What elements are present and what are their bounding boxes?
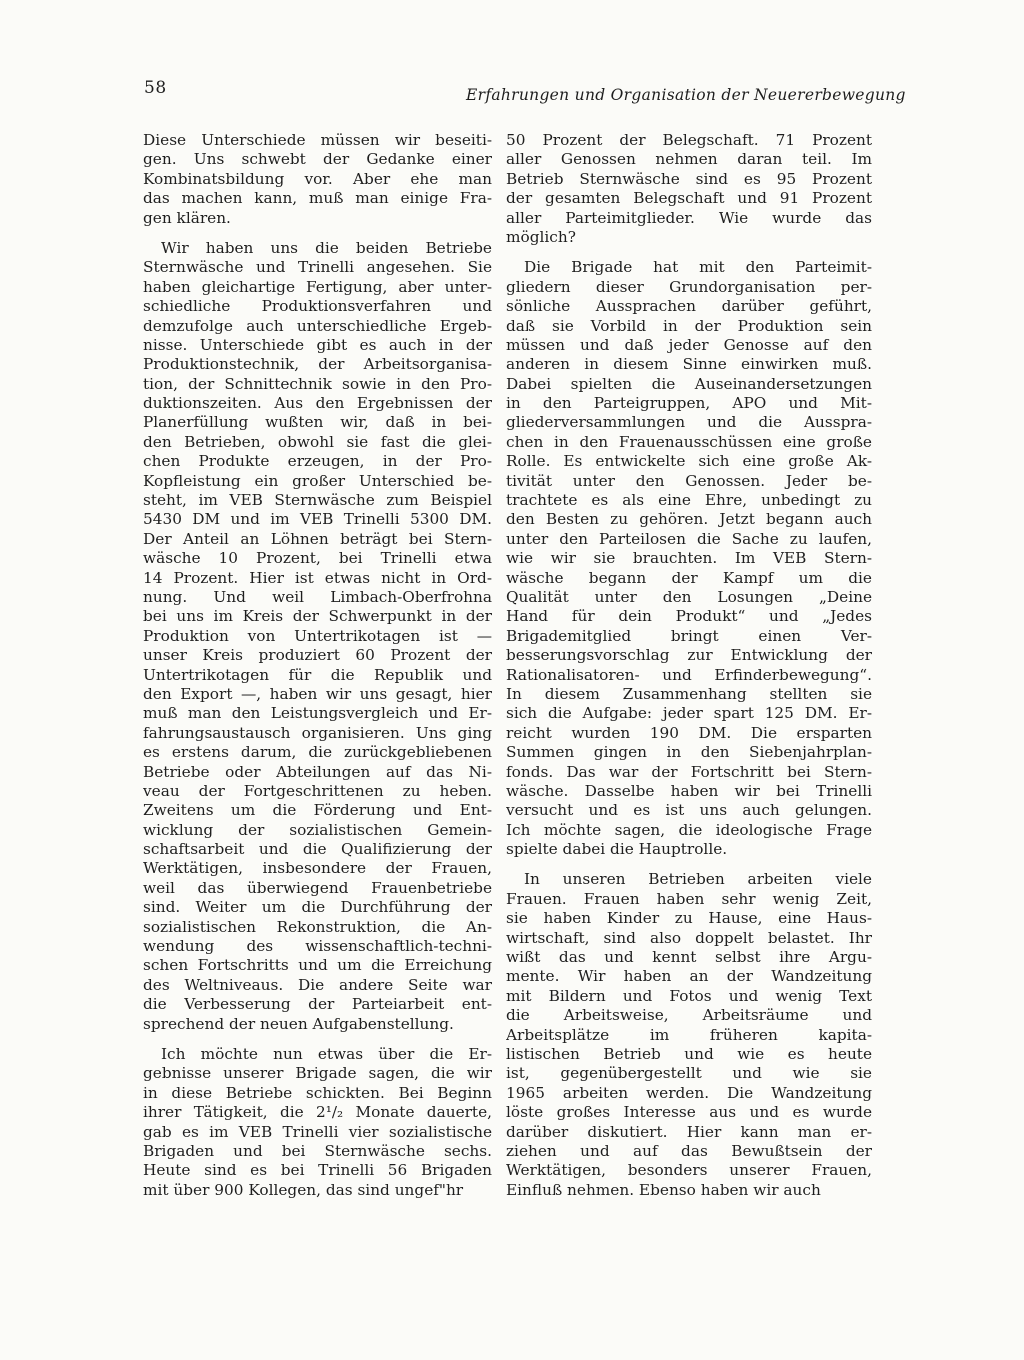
text-line: den Export —, haben wir uns gesagt, hier [143,684,492,703]
text-line: ihrer Tätigkeit, die 2¹/₂ Monate dauerte, [143,1103,492,1122]
text-line: des Weltniveaus. Die andere Seite war [143,975,492,994]
text-line: fonds. Das war der Fortschritt bei Stern- [506,762,872,781]
text-line: 1965 arbeiten werden. Die Wandzeitung [506,1083,872,1102]
text-line: tion, der Schnittechnik sowie in den Pro- [143,374,492,393]
text-line: ist, gegenübergestellt und wie sie [506,1064,872,1083]
text-line: reicht wurden 190 DM. Die ersparten [506,723,872,742]
text-line: nung. Und weil Limbach-Oberfrohna [143,587,492,606]
paragraph [506,870,872,1200]
text-line: Betrieb Sternwäsche sind es 95 Prozent [506,169,872,188]
text-line: schiedliche Produktionsverfahren und [143,297,492,316]
text-line: Hand für dein Produkt“ und „Jedes [506,607,872,626]
text-line: sind. Weiter um die Durchführung der [143,898,492,917]
text-line: schaftsarbeit und die Qualifizierung der [143,840,492,859]
text-line: unser Kreis produziert 60 Prozent der [143,646,492,665]
text-line: mit Bildern und Fotos und wenig Text [506,986,872,1005]
text-line: demzufolge auch unterschiedliche Ergeb- [143,316,492,335]
text-line: sprechend der neuen Aufgabenstellung. [143,1014,454,1033]
text-line: sönliche Aussprachen darüber geführt, [506,297,872,316]
text-line: fahrungsaustausch organisieren. Uns ging [143,723,492,742]
text-line: bei uns im Kreis der Schwerpunkt in der [143,607,492,626]
text-line: Sternwäsche und Trinelli angesehen. Sie [143,258,492,277]
text-line: wäsche 10 Prozent, bei Trinelli etwa [143,549,492,568]
text-line: Summen gingen in den Siebenjahrplan- [506,743,872,762]
text-line: veau der Fortgeschrittenen zu heben. [143,781,492,800]
text-line: Der Anteil an Löhnen beträgt bei Stern- [143,529,492,548]
text-line: schen Fortschritts und um die Erreichung [143,956,492,975]
text-line: In unseren Betrieben arbeiten viele [524,870,872,889]
text-line: die Arbeitsweise, Arbeitsräume und [506,1006,872,1025]
text-line: Heute sind es bei Trinelli 56 Brigaden [143,1161,492,1180]
text-line: den Besten zu gehören. Jetzt begann auch [506,510,872,529]
text-line: Qualität unter den Losungen „Deine [506,587,872,606]
text-line: trachtete es als eine Ehre, unbedingt zu [506,491,872,510]
text-line: Brigaden und bei Sternwäsche sechs. [143,1141,492,1160]
text-line: gebnisse unserer Brigade sagen, die wir [143,1064,492,1083]
text-line: der gesamten Belegschaft und 91 Prozent [506,189,872,208]
running-head: Erfahrungen und Organisation der Neuererbewegung [466,86,906,104]
text-line: Planerfüllung wußten wir, daß in bei- [143,413,492,432]
text-line: Diese Unterschiede müssen wir beseiti- [143,131,492,149]
text-line: Kombinatsbildung vor. Aber ehe man [143,169,492,188]
text-line: Wir haben uns die beiden Betriebe [161,238,492,257]
text-line: Brigademitglied bringt einen Ver- [506,626,872,645]
text-line: das machen kann, muß man einige Fra- [143,189,492,208]
text-line: Frauen. Frauen haben sehr wenig Zeit, [506,889,872,908]
text-line: gab es im VEB Trinelli vier sozialistische [143,1122,492,1141]
text-line: wäsche. Dasselbe haben wir bei Trinelli [506,781,872,800]
text-line: In diesem Zusammenhang stellten sie [506,684,872,703]
text-line: den Betrieben, obwohl sie fast die glei- [143,432,492,451]
text-line: spielte dabei die Hauptrolle. [506,840,728,859]
text-line: chen Produkte erzeugen, in der Pro- [143,452,492,471]
text-line: die Verbesserung der Parteiarbeit ent- [143,995,492,1014]
text-line: sie haben Kinder zu Hause, eine Haus- [506,909,872,928]
text-line: sozialistischen Rekonstruktion, die An- [143,917,492,936]
text-line: müssen und daß jeder Genosse auf den [506,335,872,354]
text-line: gliedern dieser Grundorganisation per- [506,277,872,296]
text-line: wendung des wissenschaftlich-techni- [143,937,492,956]
text-line: Betriebe oder Abteilungen auf das Ni- [143,762,492,781]
paragraph [506,258,872,859]
text-line: in diese Betriebe schickten. Bei Beginn [143,1083,492,1102]
text-line: unter den Parteilosen die Sache zu laufen, [506,529,872,548]
text-line: Zweitens um die Förderung und Ent- [143,801,492,820]
text-line: gen. Uns schwebt der Gedanke einer [143,150,492,169]
text-line: versucht und es ist uns auch gelungen. [506,801,872,820]
text-line: Ich möchte sagen, die ideologische Frage [506,820,872,839]
text-line: wißt das und kennt selbst ihre Argu- [506,948,872,967]
text-line: Ich möchte nun etwas über die Er- [161,1044,492,1063]
text-line: Untertrikotagen für die Republik und [143,665,492,684]
text-line: listischen Betrieb und wie es heute [506,1044,872,1063]
text-line: aller Parteimitglieder. Wie wurde das [506,208,872,227]
text-line: darüber diskutiert. Hier kann man er- [506,1122,872,1141]
text-line: Werktätigen, besonders unserer Frauen, [506,1161,872,1180]
text-line: wie wir sie brauchten. Im VEB Stern- [506,549,872,568]
text-line: duktionszeiten. Aus den Ergebnissen der [143,394,492,413]
text-line: muß man den Leistungsvergleich und Er- [143,704,492,723]
text-line: Produktion von Untertrikotagen ist — [143,626,492,645]
text-line: chen in den Frauenausschüssen eine große [506,432,872,451]
text-line: Einfluß nehmen. Ebenso haben wir auch [506,1180,821,1199]
text-line: Arbeitsplätze im früheren kapita- [506,1025,872,1044]
right-column [506,131,872,1211]
text-line: Kopfleistung ein großer Unterschied be- [143,471,492,490]
text-line: mente. Wir haben an der Wandzeitung [506,967,872,986]
paragraph [143,131,492,228]
text-line: tivität unter den Genossen. Jeder be- [506,471,872,490]
text-line: gliederversammlungen und die Ausspra- [506,413,872,432]
text-line: Werktätigen, insbesondere der Frauen, [143,859,492,878]
text-line: anderen in diesem Sinne einwirken muß. [506,355,872,374]
text-line: daß sie Vorbild in der Produktion sein [506,316,872,335]
text-line: 50 Prozent der Belegschaft. 71 Prozent [506,131,872,149]
text-line: löste großes Interesse aus und es wurde [506,1103,872,1122]
text-line: Rationalisatoren- und Erfinderbewegung“. [506,665,872,684]
text-line: ziehen und auf das Bewußtsein der [506,1141,872,1160]
text-line: 14 Prozent. Hier ist etwas nicht in Ord- [143,568,492,587]
text-line: besserungsvorschlag zur Entwicklung der [506,646,872,665]
left-column [143,131,492,1211]
text-line: Dabei spielten die Auseinandersetzungen [506,374,872,393]
text-line: Die Brigade hat mit den Parteimit- [524,258,872,277]
paragraph [506,131,872,247]
text-line: möglich? [506,227,576,246]
text-line: Rolle. Es entwickelte sich eine große Ak- [506,452,872,471]
text-line: mit über 900 Kollegen, das sind ungef"hr [143,1180,464,1199]
paragraph [143,1045,492,1200]
text-line: steht, im VEB Sternwäsche zum Beispiel [143,491,492,510]
paragraph [143,239,492,1034]
text-line: gen klären. [143,208,231,227]
text-line: wirtschaft, sind also doppelt belastet. Ihr [506,928,872,947]
text-line: haben gleichartige Fertigung, aber unter- [143,277,492,296]
page-number: 58 [144,78,167,98]
text-line: wäsche begann der Kampf um die [506,568,872,587]
text-line: in den Parteigruppen, APO und Mit- [506,394,872,413]
text-line: 5430 DM und im VEB Trinelli 5300 DM. [143,510,492,529]
text-line: Produktionstechnik, der Arbeitsorganisa- [143,355,492,374]
text-line: sich die Aufgabe: jeder spart 125 DM. Er- [506,704,872,723]
text-line: aller Genossen nehmen daran teil. Im [506,150,872,169]
text-line: wicklung der sozialistischen Gemein- [143,820,492,839]
text-line: nisse. Unterschiede gibt es auch in der [143,335,492,354]
text-line: es erstens darum, die zurückgebliebenen [143,743,492,762]
text-line: weil das überwiegend Frauenbetriebe [143,878,492,897]
